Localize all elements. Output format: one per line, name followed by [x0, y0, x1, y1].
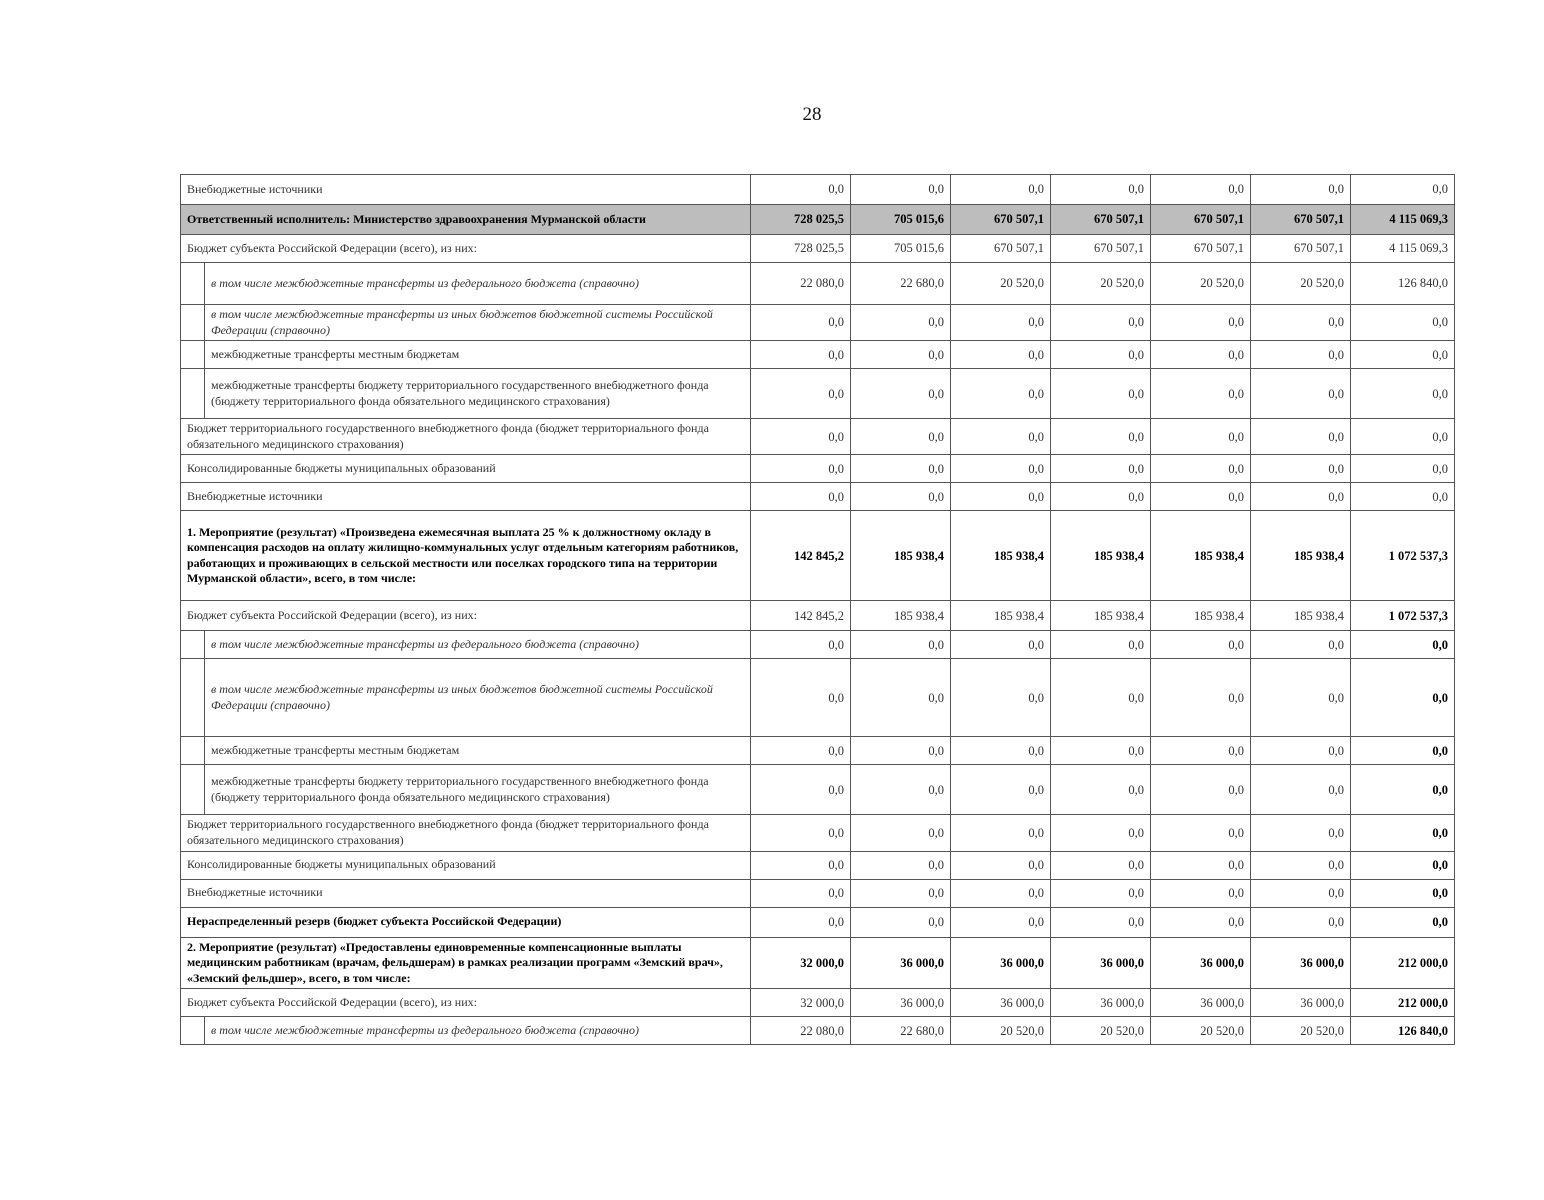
- value-cell-col-3: 0,0: [951, 483, 1051, 511]
- value-cell-col-4: 0,0: [1051, 631, 1151, 659]
- value-cell-col-3: 185 938,4: [951, 601, 1051, 631]
- value-cell-col-3: 0,0: [951, 907, 1051, 937]
- value-cell-col-6: 0,0: [1251, 369, 1351, 419]
- value-cell-col-4: 0,0: [1051, 765, 1151, 815]
- table-row: [181, 235, 1455, 263]
- value-cell-col-3: 0,0: [951, 369, 1051, 419]
- value-cell-col-7: 0,0: [1351, 851, 1455, 879]
- table-row: [181, 341, 1455, 369]
- row-label: Бюджет территориального государственного внебюджетного фонда (бюджет территориального фонда обязательного медицинского страхования): [181, 419, 751, 455]
- value-cell-col-2: 22 680,0: [851, 263, 951, 305]
- value-cell-col-7: 212 000,0: [1351, 937, 1455, 989]
- value-cell-col-1: 728 025,5: [751, 205, 851, 235]
- value-cell-col-2: 36 000,0: [851, 989, 951, 1017]
- value-cell-col-7: 0,0: [1351, 175, 1455, 205]
- value-cell-col-4: 670 507,1: [1051, 235, 1151, 263]
- value-cell-col-2: 185 938,4: [851, 511, 951, 601]
- value-cell-col-5: 20 520,0: [1151, 1017, 1251, 1045]
- value-cell-col-1: 142 845,2: [751, 511, 851, 601]
- table-row: [181, 937, 1455, 989]
- value-cell-col-6: 36 000,0: [1251, 937, 1351, 989]
- value-cell-col-6: 20 520,0: [1251, 263, 1351, 305]
- value-cell-col-3: 0,0: [951, 659, 1051, 737]
- value-cell-col-2: 0,0: [851, 483, 951, 511]
- value-cell-col-7: 4 115 069,3: [1351, 205, 1455, 235]
- page-number: 28: [802, 104, 822, 125]
- value-cell-col-2: 185 938,4: [851, 601, 951, 631]
- value-cell-col-5: 0,0: [1151, 879, 1251, 907]
- value-cell-col-7: 0,0: [1351, 305, 1455, 341]
- value-cell-col-7: 0,0: [1351, 907, 1455, 937]
- value-cell-col-5: 0,0: [1151, 419, 1251, 455]
- value-cell-col-5: 0,0: [1151, 765, 1251, 815]
- value-cell-col-5: 0,0: [1151, 341, 1251, 369]
- value-cell-col-6: 0,0: [1251, 175, 1351, 205]
- value-cell-col-5: 20 520,0: [1151, 263, 1251, 305]
- value-cell-col-3: 0,0: [951, 305, 1051, 341]
- value-cell-col-4: 185 938,4: [1051, 511, 1151, 601]
- value-cell-col-2: 0,0: [851, 341, 951, 369]
- indent-cell: [181, 631, 205, 659]
- indent-cell: [181, 305, 205, 341]
- row-label: 1. Мероприятие (результат) «Произведена ежемесячная выплата 25 % к должностному окладу в компенсация расходов на оплату жилищно-коммунальных услуг отдельным категориям работников, работающих и проживающих в сельской местности или поселках городского типа на территории Мурманской области», всего, в том числе:: [181, 511, 751, 601]
- value-cell-col-5: 670 507,1: [1151, 235, 1251, 263]
- value-cell-col-4: 0,0: [1051, 907, 1151, 937]
- value-cell-col-5: 670 507,1: [1151, 205, 1251, 235]
- table-row: [181, 483, 1455, 511]
- row-label: Внебюджетные источники: [181, 483, 751, 511]
- value-cell-col-2: 0,0: [851, 659, 951, 737]
- value-cell-col-3: 0,0: [951, 815, 1051, 851]
- value-cell-col-2: 0,0: [851, 851, 951, 879]
- value-cell-col-7: 1 072 537,3: [1351, 511, 1455, 601]
- row-label: межбюджетные трансферты бюджету территориального государственного внебюджетного фонда (бюджету территориального фонда обязательного медицинского страхования): [205, 369, 751, 419]
- value-cell-col-5: 0,0: [1151, 851, 1251, 879]
- value-cell-col-1: 0,0: [751, 305, 851, 341]
- value-cell-col-5: 0,0: [1151, 737, 1251, 765]
- row-label: Бюджет субъекта Российской Федерации (всего), из них:: [181, 989, 751, 1017]
- value-cell-col-7: 0,0: [1351, 879, 1455, 907]
- value-cell-col-4: 185 938,4: [1051, 601, 1151, 631]
- value-cell-col-7: 126 840,0: [1351, 1017, 1455, 1045]
- value-cell-col-6: 0,0: [1251, 765, 1351, 815]
- value-cell-col-4: 36 000,0: [1051, 989, 1151, 1017]
- value-cell-col-5: 0,0: [1151, 455, 1251, 483]
- value-cell-col-6: 0,0: [1251, 907, 1351, 937]
- table-row: [181, 1017, 1455, 1045]
- indent-cell: [181, 659, 205, 737]
- value-cell-col-4: 0,0: [1051, 815, 1151, 851]
- value-cell-col-3: 0,0: [951, 419, 1051, 455]
- table-row: [181, 305, 1455, 341]
- table-row: [181, 369, 1455, 419]
- value-cell-col-3: 670 507,1: [951, 235, 1051, 263]
- value-cell-col-1: 0,0: [751, 631, 851, 659]
- value-cell-col-2: 0,0: [851, 765, 951, 815]
- value-cell-col-3: 0,0: [951, 631, 1051, 659]
- value-cell-col-5: 0,0: [1151, 631, 1251, 659]
- value-cell-col-1: 0,0: [751, 483, 851, 511]
- value-cell-col-1: 22 080,0: [751, 263, 851, 305]
- table-row: [181, 879, 1455, 907]
- value-cell-col-3: 0,0: [951, 765, 1051, 815]
- value-cell-col-1: 32 000,0: [751, 937, 851, 989]
- row-label: Бюджет субъекта Российской Федерации (всего), из них:: [181, 235, 751, 263]
- value-cell-col-2: 0,0: [851, 737, 951, 765]
- value-cell-col-6: 0,0: [1251, 305, 1351, 341]
- row-label: Внебюджетные источники: [181, 175, 751, 205]
- value-cell-col-6: 36 000,0: [1251, 989, 1351, 1017]
- value-cell-col-6: 0,0: [1251, 419, 1351, 455]
- value-cell-col-1: 0,0: [751, 815, 851, 851]
- value-cell-col-3: 36 000,0: [951, 989, 1051, 1017]
- table-row: [181, 989, 1455, 1017]
- value-cell-col-4: 0,0: [1051, 483, 1151, 511]
- value-cell-col-1: 0,0: [751, 879, 851, 907]
- row-label: 2. Мероприятие (результат) «Предоставлены единовременные компенсационные выплаты медицинским работникам (врачам, фельдшерам) в рамках реализации программ «Земский врач», «Земский фельдшер», всего, в том числе:: [181, 937, 751, 989]
- value-cell-col-7: 0,0: [1351, 659, 1455, 737]
- value-cell-col-6: 0,0: [1251, 341, 1351, 369]
- value-cell-col-1: 0,0: [751, 175, 851, 205]
- value-cell-col-6: 0,0: [1251, 483, 1351, 511]
- value-cell-col-4: 0,0: [1051, 879, 1151, 907]
- table-row: [181, 511, 1455, 601]
- value-cell-col-2: 705 015,6: [851, 205, 951, 235]
- value-cell-col-7: 0,0: [1351, 737, 1455, 765]
- value-cell-col-2: 0,0: [851, 879, 951, 907]
- value-cell-col-3: 36 000,0: [951, 937, 1051, 989]
- value-cell-col-7: 126 840,0: [1351, 263, 1455, 305]
- table-row: [181, 851, 1455, 879]
- value-cell-col-7: 0,0: [1351, 815, 1455, 851]
- value-cell-col-1: 0,0: [751, 851, 851, 879]
- value-cell-col-1: 32 000,0: [751, 989, 851, 1017]
- value-cell-col-6: 0,0: [1251, 879, 1351, 907]
- value-cell-col-4: 670 507,1: [1051, 205, 1151, 235]
- value-cell-col-2: 0,0: [851, 815, 951, 851]
- value-cell-col-7: 0,0: [1351, 455, 1455, 483]
- value-cell-col-4: 0,0: [1051, 659, 1151, 737]
- value-cell-col-2: 0,0: [851, 369, 951, 419]
- table-row: [181, 175, 1455, 205]
- value-cell-col-7: 212 000,0: [1351, 989, 1455, 1017]
- value-cell-col-5: 185 938,4: [1151, 601, 1251, 631]
- row-label: Бюджет субъекта Российской Федерации (всего), из них:: [181, 601, 751, 631]
- value-cell-col-7: 0,0: [1351, 341, 1455, 369]
- value-cell-col-1: 22 080,0: [751, 1017, 851, 1045]
- value-cell-col-4: 0,0: [1051, 737, 1151, 765]
- row-label: Внебюджетные источники: [181, 879, 751, 907]
- value-cell-col-3: 0,0: [951, 341, 1051, 369]
- value-cell-col-6: 0,0: [1251, 737, 1351, 765]
- value-cell-col-3: 20 520,0: [951, 263, 1051, 305]
- value-cell-col-7: 0,0: [1351, 419, 1455, 455]
- indent-cell: [181, 765, 205, 815]
- value-cell-col-4: 0,0: [1051, 369, 1151, 419]
- value-cell-col-5: 0,0: [1151, 815, 1251, 851]
- value-cell-col-6: 20 520,0: [1251, 1017, 1351, 1045]
- value-cell-col-2: 0,0: [851, 631, 951, 659]
- table-row: [181, 419, 1455, 455]
- value-cell-col-4: 36 000,0: [1051, 937, 1151, 989]
- value-cell-col-6: 0,0: [1251, 851, 1351, 879]
- table-row: [181, 765, 1455, 815]
- table-row: [181, 659, 1455, 737]
- value-cell-col-6: 670 507,1: [1251, 235, 1351, 263]
- value-cell-col-6: 0,0: [1251, 631, 1351, 659]
- value-cell-col-3: 670 507,1: [951, 205, 1051, 235]
- budget-table-body: [181, 175, 1455, 1045]
- value-cell-col-1: 0,0: [751, 765, 851, 815]
- value-cell-col-6: 0,0: [1251, 455, 1351, 483]
- value-cell-col-4: 0,0: [1051, 341, 1151, 369]
- row-label: Нераспределенный резерв (бюджет субъекта Российской Федерации): [181, 907, 751, 937]
- value-cell-col-4: 0,0: [1051, 305, 1151, 341]
- value-cell-col-5: 185 938,4: [1151, 511, 1251, 601]
- value-cell-col-6: 0,0: [1251, 659, 1351, 737]
- value-cell-col-1: 0,0: [751, 659, 851, 737]
- row-label: Ответственный исполнитель: Министерство здравоохранения Мурманской области: [181, 205, 751, 235]
- value-cell-col-4: 20 520,0: [1051, 263, 1151, 305]
- value-cell-col-2: 22 680,0: [851, 1017, 951, 1045]
- value-cell-col-1: 142 845,2: [751, 601, 851, 631]
- value-cell-col-2: 0,0: [851, 419, 951, 455]
- table-row: [181, 455, 1455, 483]
- value-cell-col-4: 0,0: [1051, 175, 1151, 205]
- value-cell-col-2: 705 015,6: [851, 235, 951, 263]
- table-row: [181, 205, 1455, 235]
- value-cell-col-1: 0,0: [751, 737, 851, 765]
- budget-table: [180, 174, 1455, 1045]
- value-cell-col-4: 20 520,0: [1051, 1017, 1151, 1045]
- table-row: [181, 601, 1455, 631]
- value-cell-col-7: 0,0: [1351, 369, 1455, 419]
- row-label: в том числе межбюджетные трансферты из федерального бюджета (справочно): [205, 1017, 751, 1045]
- value-cell-col-3: 0,0: [951, 737, 1051, 765]
- value-cell-col-6: 185 938,4: [1251, 601, 1351, 631]
- value-cell-col-6: 185 938,4: [1251, 511, 1351, 601]
- table-row: [181, 815, 1455, 851]
- value-cell-col-7: 4 115 069,3: [1351, 235, 1455, 263]
- row-label: в том числе межбюджетные трансферты из федерального бюджета (справочно): [205, 631, 751, 659]
- value-cell-col-5: 0,0: [1151, 369, 1251, 419]
- value-cell-col-5: 0,0: [1151, 305, 1251, 341]
- value-cell-col-1: 728 025,5: [751, 235, 851, 263]
- value-cell-col-5: 36 000,0: [1151, 937, 1251, 989]
- row-label: Консолидированные бюджеты муниципальных образований: [181, 851, 751, 879]
- row-label: Бюджет территориального государственного внебюджетного фонда (бюджет территориального фонда обязательного медицинского страхования): [181, 815, 751, 851]
- value-cell-col-5: 0,0: [1151, 907, 1251, 937]
- table-row: [181, 737, 1455, 765]
- row-label: в том числе межбюджетные трансферты из федерального бюджета (справочно): [205, 263, 751, 305]
- indent-cell: [181, 263, 205, 305]
- value-cell-col-7: 0,0: [1351, 765, 1455, 815]
- row-label: в том числе межбюджетные трансферты из иных бюджетов бюджетной системы Российской Федерации (справочно): [205, 305, 751, 341]
- value-cell-col-2: 36 000,0: [851, 937, 951, 989]
- row-label: Консолидированные бюджеты муниципальных образований: [181, 455, 751, 483]
- value-cell-col-5: 36 000,0: [1151, 989, 1251, 1017]
- value-cell-col-5: 0,0: [1151, 483, 1251, 511]
- value-cell-col-1: 0,0: [751, 419, 851, 455]
- value-cell-col-1: 0,0: [751, 341, 851, 369]
- value-cell-col-2: 0,0: [851, 175, 951, 205]
- indent-cell: [181, 369, 205, 419]
- indent-cell: [181, 1017, 205, 1045]
- value-cell-col-6: 670 507,1: [1251, 205, 1351, 235]
- value-cell-col-1: 0,0: [751, 369, 851, 419]
- table-row: [181, 907, 1455, 937]
- value-cell-col-3: 185 938,4: [951, 511, 1051, 601]
- value-cell-col-4: 0,0: [1051, 455, 1151, 483]
- indent-cell: [181, 341, 205, 369]
- value-cell-col-3: 0,0: [951, 879, 1051, 907]
- value-cell-col-3: 0,0: [951, 175, 1051, 205]
- value-cell-col-2: 0,0: [851, 455, 951, 483]
- value-cell-col-4: 0,0: [1051, 851, 1151, 879]
- row-label: межбюджетные трансферты местным бюджетам: [205, 737, 751, 765]
- value-cell-col-1: 0,0: [751, 907, 851, 937]
- value-cell-col-7: 1 072 537,3: [1351, 601, 1455, 631]
- value-cell-col-3: 0,0: [951, 455, 1051, 483]
- value-cell-col-3: 0,0: [951, 851, 1051, 879]
- table-row: [181, 631, 1455, 659]
- value-cell-col-6: 0,0: [1251, 815, 1351, 851]
- table-row: [181, 263, 1455, 305]
- value-cell-col-2: 0,0: [851, 907, 951, 937]
- value-cell-col-1: 0,0: [751, 455, 851, 483]
- row-label: в том числе межбюджетные трансферты из иных бюджетов бюджетной системы Российской Федерации (справочно): [205, 659, 751, 737]
- row-label: межбюджетные трансферты местным бюджетам: [205, 341, 751, 369]
- value-cell-col-7: 0,0: [1351, 631, 1455, 659]
- value-cell-col-4: 0,0: [1051, 419, 1151, 455]
- indent-cell: [181, 737, 205, 765]
- value-cell-col-5: 0,0: [1151, 175, 1251, 205]
- value-cell-col-2: 0,0: [851, 305, 951, 341]
- value-cell-col-5: 0,0: [1151, 659, 1251, 737]
- row-label: межбюджетные трансферты бюджету территориального государственного внебюджетного фонда (бюджету территориального фонда обязательного медицинского страхования): [205, 765, 751, 815]
- value-cell-col-3: 20 520,0: [951, 1017, 1051, 1045]
- value-cell-col-7: 0,0: [1351, 483, 1455, 511]
